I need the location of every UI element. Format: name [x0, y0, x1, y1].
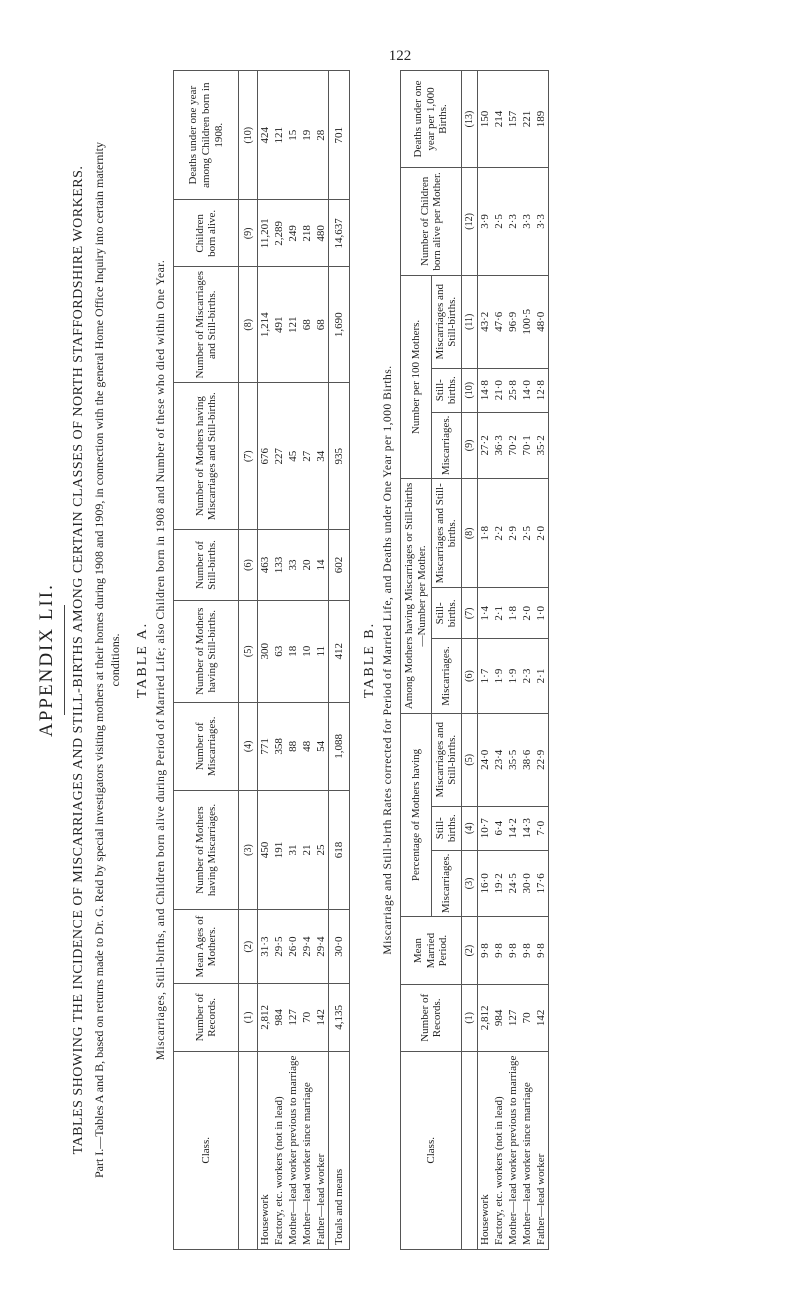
value-cell: 14	[314, 530, 329, 601]
table-b-header-2: Mean Married Period.	[401, 917, 462, 985]
value-cell: 2·9	[506, 479, 520, 588]
table-a-colnum-4: (4)	[239, 702, 258, 790]
value-cell: 2,812	[478, 985, 493, 1052]
value-cell: 29·5	[272, 910, 286, 984]
table-a-header-0: Class.	[174, 1051, 239, 1249]
value-cell: 31·3	[258, 910, 273, 984]
value-cell: 9·8	[492, 917, 506, 985]
value-cell: 701	[329, 71, 350, 200]
totals-row	[329, 71, 350, 1250]
value-cell: 14,637	[329, 200, 350, 267]
value-cell: 127	[286, 984, 300, 1052]
table-b-group-1: Among Mothers having Miscarriages or Still-births—Number per Mother.	[401, 479, 431, 714]
table-b-header-8: Miscarriages and Still-births.	[431, 479, 461, 588]
table-a-header-2: Mean Ages of Mothers.	[174, 910, 239, 984]
table-a-colnum-6: (6)	[239, 530, 258, 601]
value-cell: 249	[286, 200, 300, 267]
value-cell: 12·8	[534, 368, 549, 412]
table-b-colnum-11: (11)	[461, 275, 478, 368]
table-b-colnum-4: (4)	[461, 806, 478, 850]
table-b-header-4: Still-births.	[431, 806, 461, 850]
value-cell: 142	[534, 985, 549, 1052]
table-a-colnum-9: (9)	[239, 200, 258, 267]
value-cell: 157	[506, 71, 520, 168]
class-cell: Father—lead worker	[534, 1051, 549, 1249]
value-cell: 450	[258, 790, 273, 909]
value-cell: 2,289	[272, 200, 286, 267]
table-b-header-5: Miscarriages and Still-births.	[431, 713, 461, 806]
table-a-header-5: Number of Mothers having Still-births.	[174, 600, 239, 702]
value-cell: 24·0	[478, 713, 493, 806]
value-cell: 22·9	[534, 713, 549, 806]
value-cell: 88	[286, 702, 300, 790]
value-cell: 9·8	[534, 917, 549, 985]
value-cell: 480	[314, 200, 329, 267]
table-a-colnum-1: (1)	[239, 984, 258, 1052]
value-cell: 48·0	[534, 275, 549, 368]
value-cell: 1·4	[478, 588, 493, 639]
table-a-colnum-7: (7)	[239, 383, 258, 530]
value-cell: 19	[300, 71, 314, 200]
table-row	[506, 71, 520, 1250]
value-cell: 2·0	[520, 588, 534, 639]
table-row	[520, 71, 534, 1250]
value-cell: 31	[286, 790, 300, 909]
value-cell: 29·4	[300, 910, 314, 984]
value-cell: 2·3	[506, 168, 520, 276]
value-cell: 28	[314, 71, 329, 200]
value-cell: 25	[314, 790, 329, 909]
table-a-colnum-10: (10)	[239, 71, 258, 200]
value-cell: 70·2	[506, 412, 520, 479]
value-cell: 984	[272, 984, 286, 1052]
table-b-colnum-5: (5)	[461, 713, 478, 806]
table-row	[492, 71, 506, 1250]
class-cell: Housework	[478, 1051, 493, 1249]
table-a-colnum-8: (8)	[239, 267, 258, 383]
value-cell: 25·8	[506, 368, 520, 412]
value-cell: 35·5	[506, 713, 520, 806]
value-cell: 214	[492, 71, 506, 168]
value-cell: 1·8	[478, 479, 493, 588]
value-cell: 2·5	[492, 168, 506, 276]
value-cell: 14·0	[520, 368, 534, 412]
class-cell: Mother—lead worker previous to marriage	[286, 1051, 300, 1249]
value-cell: 24·5	[506, 850, 520, 917]
value-cell: 21·0	[492, 368, 506, 412]
value-cell: 63	[272, 600, 286, 702]
value-cell: 17·6	[534, 850, 549, 917]
value-cell: 127	[506, 985, 520, 1052]
table-b-header-9: Miscarriages.	[431, 412, 461, 479]
value-cell: 48	[300, 702, 314, 790]
table-b-group-0: Percentage of Mothers having	[401, 713, 431, 916]
value-cell: 68	[300, 267, 314, 383]
value-cell: 26·0	[286, 910, 300, 984]
value-cell: 676	[258, 383, 273, 530]
value-cell: 3·3	[520, 168, 534, 276]
appendix-title: APPENDIX LII.	[36, 583, 57, 737]
value-cell: 27·2	[478, 412, 493, 479]
table-a-header-1: Number of Records.	[174, 984, 239, 1052]
value-cell: 15	[286, 71, 300, 200]
table-a-name: TABLE A.	[135, 621, 151, 699]
class-cell: Totals and means	[329, 1051, 350, 1249]
table-b-group-2: Number per 100 Mothers.	[401, 275, 431, 478]
table-a-colnum-row	[239, 71, 258, 1250]
table-b-header-6: Miscarriages.	[431, 639, 461, 714]
value-cell: 4,135	[329, 984, 350, 1052]
value-cell: 10·7	[478, 806, 493, 850]
value-cell: 29·4	[314, 910, 329, 984]
value-cell: 16·0	[478, 850, 493, 917]
value-cell: 14·8	[478, 368, 493, 412]
value-cell: 9·8	[478, 917, 493, 985]
table-b-colnum-13: (13)	[461, 71, 478, 168]
class-cell: Mother—lead worker since marriage	[520, 1051, 534, 1249]
table-a-header-3: Number of Mothers having Miscarriages.	[174, 790, 239, 909]
value-cell: 1·7	[478, 639, 493, 714]
value-cell: 191	[272, 790, 286, 909]
value-cell: 70	[300, 984, 314, 1052]
value-cell: 2·3	[520, 639, 534, 714]
class-cell: Housework	[258, 1051, 273, 1249]
value-cell: 6·4	[492, 806, 506, 850]
value-cell: 34	[314, 383, 329, 530]
table-row	[258, 71, 273, 1250]
table-b-group-row	[401, 71, 431, 1250]
value-cell: 602	[329, 530, 350, 601]
table-b-header-7: Still-births.	[431, 588, 461, 639]
value-cell: 70·1	[520, 412, 534, 479]
value-cell: 18	[286, 600, 300, 702]
value-cell: 11,201	[258, 200, 273, 267]
value-cell: 218	[300, 200, 314, 267]
table-a-colnum-5: (5)	[239, 600, 258, 702]
value-cell: 9·8	[520, 917, 534, 985]
value-cell: 3·9	[478, 168, 493, 276]
table-row	[478, 71, 493, 1250]
table-b	[400, 70, 549, 1250]
value-cell: 27	[300, 383, 314, 530]
value-cell: 10	[300, 600, 314, 702]
table-row	[534, 71, 549, 1250]
value-cell: 358	[272, 702, 286, 790]
value-cell: 121	[272, 71, 286, 200]
table-b-header-10: Still-births.	[431, 368, 461, 412]
table-b-colnum-2: (2)	[461, 917, 478, 985]
value-cell: 54	[314, 702, 329, 790]
table-b-header-0: Class.	[401, 1051, 462, 1249]
title-rule	[64, 605, 65, 715]
value-cell: 412	[329, 600, 350, 702]
value-cell: 2·5	[520, 479, 534, 588]
value-cell: 20	[300, 530, 314, 601]
value-cell: 463	[258, 530, 273, 601]
value-cell: 9·8	[506, 917, 520, 985]
value-cell: 491	[272, 267, 286, 383]
table-b-colnum-9: (9)	[461, 412, 478, 479]
table-a-header-10: Deaths under one year among Children born in 1908.	[174, 71, 239, 200]
table-a-header-6: Number of Still-births.	[174, 530, 239, 601]
value-cell: 14·2	[506, 806, 520, 850]
value-cell: 23·4	[492, 713, 506, 806]
value-cell: 14·3	[520, 806, 534, 850]
value-cell: 70	[520, 985, 534, 1052]
value-cell: 618	[329, 790, 350, 909]
table-row	[300, 71, 314, 1250]
table-b-name: TABLE B.	[362, 621, 378, 699]
value-cell: 424	[258, 71, 273, 200]
value-cell: 43·2	[478, 275, 493, 368]
value-cell: 133	[272, 530, 286, 601]
value-cell: 142	[314, 984, 329, 1052]
table-a	[173, 70, 350, 1250]
value-cell: 2·1	[492, 588, 506, 639]
table-b-colnum-12: (12)	[461, 168, 478, 276]
subtitle: Part I.—Tables A and B, based on returns made to Dr. G. Reid by special investigators visiting mothers at their homes during 1908 and 1909, in connection with the general Home Office Inquiry into certain maternity conditions.	[92, 141, 123, 1179]
table-a-header-7: Number of Mothers having Miscarriages and Still-births.	[174, 383, 239, 530]
value-cell: 30·0	[520, 850, 534, 917]
table-b-header-12: Number of Children born alive per Mother.	[401, 168, 462, 276]
table-b-colnum-8: (8)	[461, 479, 478, 588]
value-cell: 300	[258, 600, 273, 702]
table-b-colnum-10: (10)	[461, 368, 478, 412]
value-cell: 2·1	[534, 639, 549, 714]
class-cell: Factory, etc. workers (not in lead)	[272, 1051, 286, 1249]
table-row	[314, 71, 329, 1250]
main-title: TABLES SHOWING THE INCIDENCE OF MISCARRIAGES AND STILL-BIRTHS AMONG CERTAIN CLASSES OF NORTH STAFFORDSHIRE WORKERS.	[71, 165, 86, 1155]
table-b-colnum-0	[461, 1051, 478, 1249]
value-cell: 7·0	[534, 806, 549, 850]
table-row	[272, 71, 286, 1250]
value-cell: 19·2	[492, 850, 506, 917]
table-b-header-1: Number of Records.	[401, 985, 462, 1052]
value-cell: 2·2	[492, 479, 506, 588]
value-cell: 1,690	[329, 267, 350, 383]
value-cell: 984	[492, 985, 506, 1052]
rotated-content	[30, 70, 770, 1250]
table-a-header-8: Number of Miscarriages and Still-births.	[174, 267, 239, 383]
table-b-header-13: Deaths under one year per 1,000 Births.	[401, 71, 462, 168]
class-cell: Father—lead worker	[314, 1051, 329, 1249]
value-cell: 771	[258, 702, 273, 790]
table-a-header-9: Children born alive.	[174, 200, 239, 267]
class-cell: Mother—lead worker since marriage	[300, 1051, 314, 1249]
value-cell: 1·0	[534, 588, 549, 639]
value-cell: 47·6	[492, 275, 506, 368]
value-cell: 3·3	[534, 168, 549, 276]
value-cell: 45	[286, 383, 300, 530]
table-row	[286, 71, 300, 1250]
table-b-header-3: Miscarriages.	[431, 850, 461, 917]
table-b-colnum-1: (1)	[461, 985, 478, 1052]
value-cell: 38·6	[520, 713, 534, 806]
value-cell: 1·9	[506, 639, 520, 714]
value-cell: 189	[534, 71, 549, 168]
table-b-caption: Miscarriage and Still-birth Rates corrected for Period of Married Life, and Deaths under One Year per 1,000 Births.	[382, 365, 395, 955]
value-cell: 121	[286, 267, 300, 383]
value-cell: 150	[478, 71, 493, 168]
value-cell: 100·5	[520, 275, 534, 368]
table-b-colnum-row	[461, 71, 478, 1250]
value-cell: 96·9	[506, 275, 520, 368]
table-a-caption: Miscarriages, Still-births, and Children born alive during Period of Married Life; also Children born in 1908 and Number of these who died within One Year.	[155, 259, 168, 1061]
table-a-header-4: Number of Miscarriages.	[174, 702, 239, 790]
value-cell: 30·0	[329, 910, 350, 984]
table-b-colnum-3: (3)	[461, 850, 478, 917]
table-a-colnum-3: (3)	[239, 790, 258, 909]
value-cell: 227	[272, 383, 286, 530]
value-cell: 2,812	[258, 984, 273, 1052]
table-b-header-11: Miscarriages and Still-births.	[431, 275, 461, 368]
class-cell: Factory, etc. workers (not in lead)	[492, 1051, 506, 1249]
table-b-colnum-6: (6)	[461, 639, 478, 714]
value-cell: 33	[286, 530, 300, 601]
page-number: 122	[388, 48, 412, 64]
value-cell: 221	[520, 71, 534, 168]
value-cell: 2·0	[534, 479, 549, 588]
class-cell: Mother—lead worker previous to marriage	[506, 1051, 520, 1249]
table-a-header-row	[174, 71, 239, 1250]
table-a-colnum-2: (2)	[239, 910, 258, 984]
value-cell: 1·8	[506, 588, 520, 639]
value-cell: 21	[300, 790, 314, 909]
value-cell: 68	[314, 267, 329, 383]
value-cell: 36·3	[492, 412, 506, 479]
value-cell: 1,088	[329, 702, 350, 790]
value-cell: 11	[314, 600, 329, 702]
table-a-colnum-0	[239, 1051, 258, 1249]
value-cell: 35·2	[534, 412, 549, 479]
value-cell: 1,214	[258, 267, 273, 383]
value-cell: 1·9	[492, 639, 506, 714]
table-b-colnum-7: (7)	[461, 588, 478, 639]
value-cell: 935	[329, 383, 350, 530]
